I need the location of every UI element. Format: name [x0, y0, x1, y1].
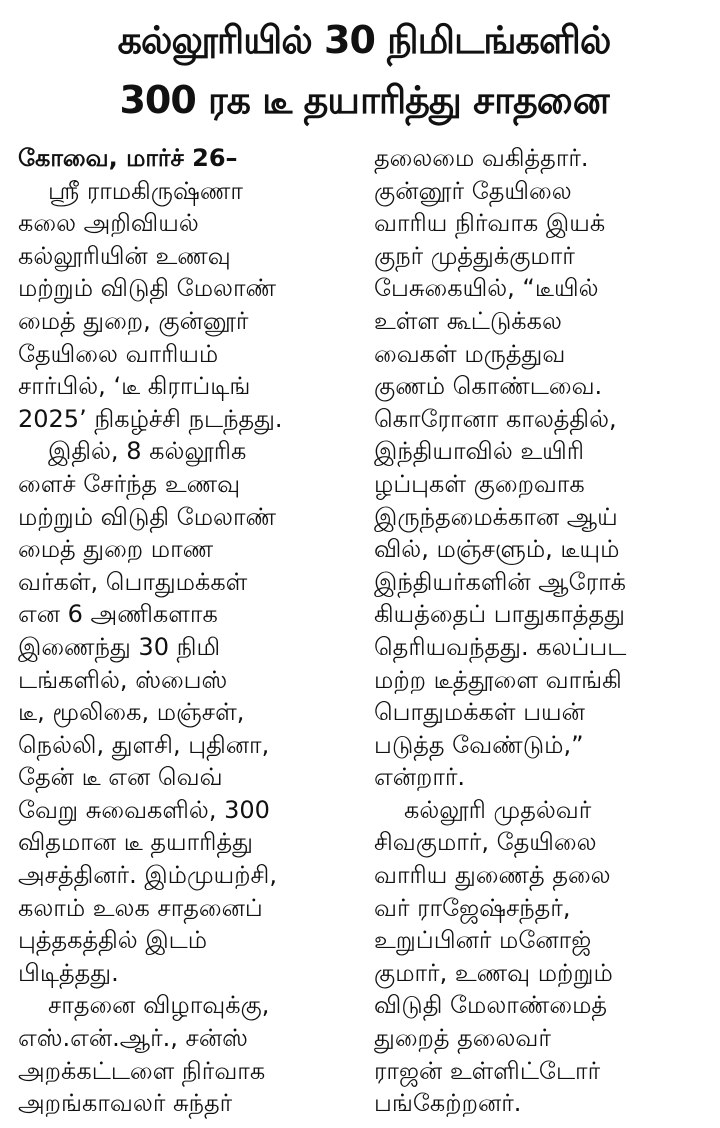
article-line: சார்பில், ‘டீ கிராப்டிங் — [18, 372, 251, 401]
article-line: பேசுகையில், “டீயில் — [374, 274, 599, 303]
article-line: உள்ள கூட்டுக்கல — [374, 306, 562, 335]
article-line: பங்கேற்றனர். — [374, 1089, 522, 1118]
article-line: தேன் டீ என வெவ் — [18, 763, 223, 792]
article-line: குன்னூர் தேயிலை — [374, 176, 572, 205]
article-line: என்றார். — [374, 763, 466, 792]
article-line: வைகள் மருத்துவ — [374, 339, 566, 368]
article-column-left — [18, 142, 356, 1120]
article-line: என 6 அணிகளாக — [18, 600, 218, 629]
article-line: புத்தகத்தில் இடம் — [18, 926, 208, 955]
article-line: அறக்கட்டளை நிர்வாக — [18, 1056, 266, 1085]
article-line: ராஜன் உள்ளிட்டோர் — [374, 1056, 601, 1085]
article-line: தேயிலை வாரியம் — [18, 339, 219, 368]
article-line: மைத் துறை, குன்னூர் — [18, 306, 249, 335]
article-line: இணைந்து 30 நிமி — [18, 632, 221, 661]
headline-line-1: கல்லூரியில் 30 நிமிடங்களில் — [117, 18, 611, 62]
headline — [18, 10, 710, 130]
article-line: குணம் கொண்டவை. — [374, 372, 603, 401]
dateline: கோவை, மார்ச் 26– — [18, 144, 238, 172]
article-line: துறைத் தலைவர் — [374, 1024, 551, 1053]
article-line: ழப்புகள் குறைவாக — [374, 469, 585, 498]
article-line: வாரிய துணைத் தலை — [374, 861, 611, 890]
article-line: 2025’ நிகழ்ச்சி நடந்தது. — [18, 404, 283, 433]
article-line: வர்கள், பொதுமக்கள் — [18, 567, 248, 596]
article-line: வர் ராஜேஷ்சந்தர், — [374, 893, 571, 922]
article-line: கலாம் உலக சாதனைப் — [18, 893, 263, 922]
article-line: குநர் முத்துக்குமார் — [374, 241, 575, 270]
article-line: உறுப்பினர் மனோஜ் — [374, 926, 592, 955]
article-line: அறங்காவலர் சுந்தர் — [18, 1089, 233, 1118]
article-line: தெரியவந்தது. கலப்பட — [374, 632, 627, 661]
article-column-right — [374, 142, 712, 1120]
article-line: எஸ்.என்.ஆர்., சன்ஸ் — [18, 1024, 248, 1053]
article-line: கல்லூரியின் உணவு — [18, 241, 231, 270]
article-line: வேறு சுவைகளில், 300 — [18, 795, 270, 824]
article-line: இதில், 8 கல்லூரிக — [48, 437, 247, 466]
article-line: நெல்லி, துளசி, புதினா, — [18, 730, 270, 759]
article-line: வாரிய நிர்வாக இயக் — [374, 209, 606, 238]
article-line: படுத்த வேண்டும்,” — [374, 730, 584, 759]
article-line: டீ, மூலிகை, மஞ்சள், — [18, 698, 245, 727]
article-line: அசத்தினர். இம்முயற்சி, — [18, 861, 277, 890]
article-line: மற்றும் விடுதி மேலாண் — [18, 274, 277, 303]
article-line: டங்களில், ஸ்பைஸ் — [18, 665, 228, 694]
article-line: வில், மஞ்சளும், டீயும் — [374, 535, 620, 564]
article-line: மற்ற டீத்தூளை வாங்கி — [374, 665, 622, 694]
article-line: மற்றும் விடுதி மேலாண் — [18, 502, 277, 531]
article-line: சிவகுமார், தேயிலை — [374, 828, 597, 857]
article-line: விடுதி மேலாண்மைத் — [374, 991, 608, 1020]
article-line: இந்தியர்களின் ஆரோக் — [374, 567, 626, 596]
article-line: கல்லூரி முதல்வர் — [404, 795, 592, 824]
headline-line-2: 300 ரக டீ தயாரித்து சாதனை — [119, 78, 609, 122]
article-line: தலைமை வகித்தார். — [374, 144, 589, 172]
article-line: மைத் துறை மாண — [18, 535, 214, 564]
article-line: இந்தியாவில் உயிரி — [374, 437, 585, 466]
article-line: விதமான டீ தயாரித்து — [18, 828, 253, 857]
article-line: பொதுமக்கள் பயன் — [374, 698, 585, 727]
article-line: கியத்தைப் பாதுகாத்தது — [374, 600, 625, 629]
article-line: பிடித்தது. — [18, 958, 119, 987]
article-body — [18, 142, 712, 1120]
article-line: கலை அறிவியல் — [18, 209, 199, 238]
article-line: ஸ்ரீ ராமகிருஷ்ணா — [48, 176, 243, 205]
article-line: குமார், உணவு மற்றும் — [374, 958, 613, 987]
article-line: சாதனை விழாவுக்கு, — [48, 991, 270, 1020]
article-line: ளைச் சேர்ந்த உணவு — [18, 469, 241, 498]
article-line: கொரோனா காலத்தில், — [374, 404, 617, 433]
article-line: இருந்தமைக்கான ஆய் — [374, 502, 618, 531]
